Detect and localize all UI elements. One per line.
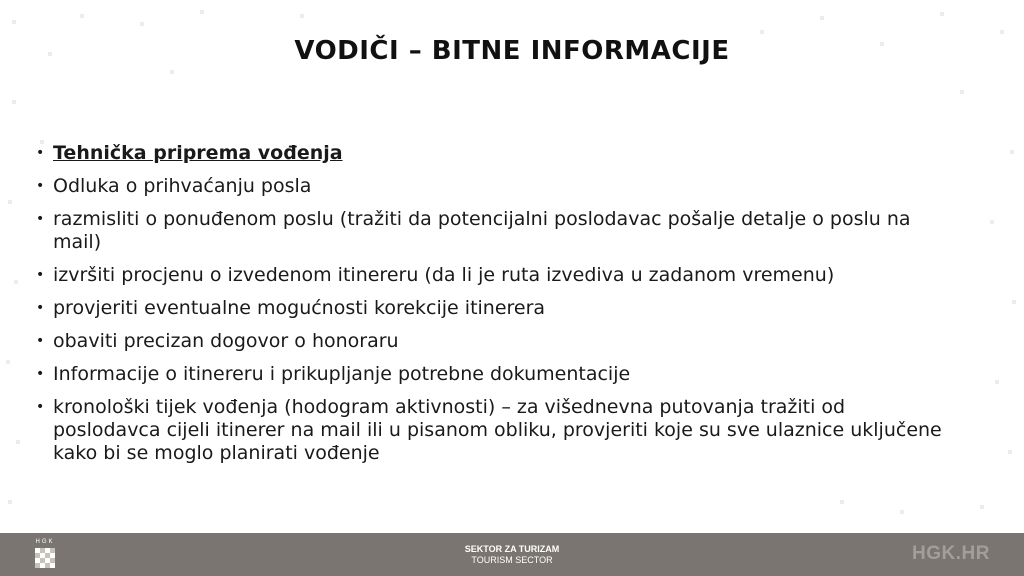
- bullet-item: [36, 396, 956, 465]
- bullet-dot: •: [36, 211, 45, 227]
- bullet-item: [36, 175, 956, 198]
- bullet-dot: •: [36, 366, 45, 382]
- bullet-text: Tehnička priprema vođenja: [53, 142, 343, 164]
- bullet-text: kronološki tijek vođenja (hodogram aktivnosti) – za višednevna putovanja tražiti od poslodavca cijeli itinerer na mail ili u pisanom obliku, provjeriti koje su sve ulaznice uključene kako bi se moglo planirati vođenje: [53, 396, 942, 464]
- bullet-text: Informacije o itinereru i prikupljanje potrebne dokumentacije: [53, 363, 631, 385]
- logo-text: HGK: [35, 539, 55, 545]
- bullet-item: [36, 208, 956, 254]
- bullet-dot: •: [36, 145, 45, 161]
- bullet-list: [36, 142, 956, 475]
- bullet-item: [36, 363, 956, 386]
- bullet-dot: •: [36, 399, 45, 415]
- bullet-text: razmisliti o ponuđenom poslu (tražiti da potencijalni poslodavac pošalje detalje o poslu na mail): [53, 208, 911, 253]
- footer-sector-label: [0, 544, 1024, 566]
- bullet-item: [36, 330, 956, 353]
- bullet-dot: •: [36, 300, 45, 316]
- bullet-text: obaviti precizan dogovor o honoraru: [53, 330, 399, 352]
- bullet-dot: •: [36, 178, 45, 194]
- bullet-text: izvršiti procjenu o izvedenom itinereru (da li je ruta izvediva u zadanom vremenu): [53, 264, 835, 286]
- bullet-text: provjeriti eventualne mogućnosti korekcije itinerera: [53, 297, 546, 319]
- footer-line1: SEKTOR ZA TURIZAM: [464, 544, 560, 554]
- footer-website-link[interactable]: HGK.HR: [912, 543, 990, 564]
- footer-line2: TOURISM SECTOR: [471, 555, 553, 565]
- bullet-item: [36, 142, 956, 165]
- bullet-item: [36, 264, 956, 287]
- bullet-dot: •: [36, 267, 45, 283]
- bullet-dot: •: [36, 333, 45, 349]
- footer-bar: [0, 533, 1024, 576]
- slide-title: VODIČI – BITNE INFORMACIJE: [294, 36, 730, 66]
- bullet-text: Odluka o prihvaćanju posla: [53, 175, 312, 197]
- bullet-item: [36, 297, 956, 320]
